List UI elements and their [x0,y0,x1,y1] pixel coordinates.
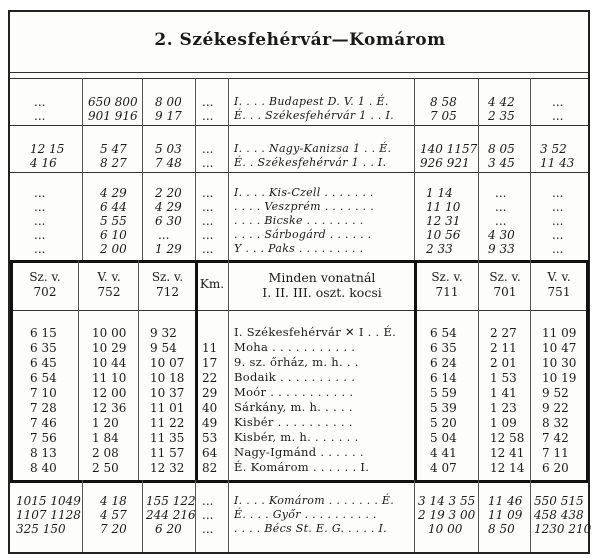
cell: ... [202,156,214,170]
header-col-712 [140,270,195,300]
cell: 1230 210 [534,522,592,536]
km-value: 29 [202,386,218,400]
time-cell: 8 32 [542,416,569,430]
cell: ... [202,186,214,200]
time-cell: 9 52 [542,386,569,400]
station-name: . . . . Sárbogárd . . . . . . [234,228,372,241]
header-col-751 [532,270,586,300]
cell: 7 20 [100,522,127,536]
time-cell: 1 41 [490,386,517,400]
cell: 1107 1128 [16,508,81,522]
cell: ... [552,95,564,109]
cell: ... [552,214,564,228]
km-value: 22 [202,371,218,385]
cell: 140 1157 [420,142,478,156]
station-name: Bodaik . . . . . . . . . . [234,370,356,384]
cell: 6 20 [155,522,182,536]
time-cell: 1 53 [490,371,517,385]
vline [195,78,196,260]
cell: 8 05 [488,142,515,156]
station-name: I. . . . Komárom . . . . . . . É. [234,494,395,507]
time-cell: 1 09 [490,416,517,430]
time-cell: 1 20 [92,416,119,430]
cell: 4 29 [100,186,127,200]
cell: 1 14 [426,186,453,200]
time-cell: 7 10 [30,386,57,400]
cell: 9 17 [155,109,182,123]
cell: ... [34,95,46,109]
time-cell: 6 24 [430,356,457,370]
cell: 8 50 [488,522,515,536]
cell: 11 46 [488,494,523,508]
time-cell: 12 00 [92,386,127,400]
time-cell: 4 41 [430,446,457,460]
cell: 2 33 [426,242,453,256]
cell: ... [158,228,170,242]
station-name: I. . . . Kis-Czell . . . . . . . [234,186,374,199]
vline [142,78,143,260]
vline [228,260,229,480]
header-train-number: 751 [547,285,571,299]
page-title: 2. Székesfehérvár—Komárom [154,30,446,50]
header-col-701 [480,270,530,300]
cell: 2 19 3 00 [418,508,476,522]
header-km: Km. [199,277,225,291]
cell: ... [202,508,214,522]
cell: 8 58 [430,95,457,109]
header-train-type: Sz. v. [489,270,521,284]
cell: 4 29 [155,200,182,214]
cell: ... [552,186,564,200]
time-cell: 12 14 [490,461,525,475]
time-cell: 9 22 [542,401,569,415]
vline [530,78,531,260]
station-name: Moór . . . . . . . . . . . [234,385,354,399]
cell: 4 57 [100,508,127,522]
cell: ... [34,242,46,256]
vline [138,260,139,480]
time-cell: 7 46 [30,416,57,430]
cell: 4 16 [30,156,57,170]
time-cell: 10 19 [542,371,577,385]
cell: 926 921 [420,156,470,170]
header-col-752 [80,270,138,300]
cell: 11 09 [488,508,523,522]
cell: 3 52 [540,142,567,156]
time-cell: 6 54 [30,371,57,385]
time-cell: 7 28 [30,401,57,415]
rule-header-top [10,260,588,263]
time-cell: 9 54 [150,341,177,355]
vline [478,480,479,552]
time-cell: 2 50 [92,461,119,475]
cell: 2 00 [100,242,127,256]
time-cell: 2 11 [490,341,517,355]
cell: 458 438 [534,508,584,522]
cell: 11 43 [540,156,575,170]
cell: ... [34,186,46,200]
header-note-line1: Minden vonatnál [268,270,376,285]
vline [228,480,229,552]
km-value: 17 [202,356,218,370]
station-name: . . . . Bécs St. E. G. . . . . I. [234,522,387,535]
cell: ... [202,109,214,123]
time-cell: 11 10 [92,371,127,385]
time-cell: 7 42 [542,431,569,445]
cell: 7 48 [155,156,182,170]
time-cell: 1 23 [490,401,517,415]
vline [228,78,229,260]
station-name: I. . . . Budapest D. V. 1 . É. [234,95,389,108]
cell: ... [202,242,214,256]
km-value: 40 [202,401,218,415]
cell: ... [34,228,46,242]
cell: 325 150 [16,522,66,536]
cell: ... [34,214,46,228]
station-name: Kisbér, m. h. . . . . . . [234,430,359,444]
time-cell: 5 39 [430,401,457,415]
time-cell: 10 18 [150,371,185,385]
header-train-number: 752 [97,285,121,299]
cell: ... [202,228,214,242]
cell: 10 00 [428,522,463,536]
cell: 8 27 [100,156,127,170]
cell: 12 31 [426,214,461,228]
cell: 11 10 [426,200,461,214]
cell: 3 14 3 55 [418,494,476,508]
cell: 4 18 [100,494,127,508]
time-cell: 11 09 [542,326,577,340]
time-cell: 10 37 [150,386,185,400]
vline-thick [195,260,198,480]
cell: ... [202,494,214,508]
cell: 901 916 [88,109,138,123]
station-name: Sárkány, m. h. . . . . [234,400,353,414]
vline [478,260,479,480]
cell: 12 15 [30,142,65,156]
vline [530,480,531,552]
station-name: Moha . . . . . . . . . . . [234,340,356,354]
vline [414,480,415,552]
time-cell: 9 32 [150,326,177,340]
cell: ... [552,242,564,256]
header-train-number: 711 [435,285,459,299]
station-name: . . . . Veszprém . . . . . . . [234,200,375,213]
header-note-line2: I. II. III. oszt. kocsi [262,285,382,300]
time-cell: 6 15 [30,326,57,340]
km-value: 11 [202,341,218,355]
header-train-type: Sz. v. [29,270,61,284]
vline [82,480,83,552]
time-cell: 12 58 [490,431,525,445]
time-cell: 10 07 [150,356,185,370]
km-value: 64 [202,446,218,460]
cell: 2 35 [488,109,515,123]
cell: ... [495,214,507,228]
cell: 155 122 [146,494,196,508]
time-cell: 10 47 [542,341,577,355]
time-cell: 2 27 [490,326,517,340]
cell: 4 42 [488,95,515,109]
time-cell: 10 00 [92,326,127,340]
rule-main-bottom [10,480,588,483]
station-name: Nagy-Igmánd . . . . . . [234,445,364,459]
cell: 550 515 [534,494,584,508]
km-value: 82 [202,461,218,475]
header-train-type: V. v. [97,270,121,284]
km-value: 49 [202,416,218,430]
time-cell: 11 57 [150,446,185,460]
station-name: É. . Székesfehérvár 1 . . I. [234,156,387,169]
vline [82,78,83,260]
cell: ... [552,109,564,123]
cell: 4 30 [488,228,515,242]
station-name: Y . . . Paks . . . . . . . . . [234,242,364,255]
vline [530,260,531,480]
cell: 2 20 [155,186,182,200]
time-cell: 10 44 [92,356,127,370]
station-name: Kisbér . . . . . . . . . . [234,415,353,429]
cell: ... [495,200,507,214]
cell: 6 44 [100,200,127,214]
km-value: 53 [202,431,218,445]
rule-section-2 [10,172,588,173]
cell: 650 800 [88,95,138,109]
time-cell: 8 13 [30,446,57,460]
cell: 6 10 [100,228,127,242]
cell: ... [34,200,46,214]
time-cell: 2 01 [490,356,517,370]
vline [414,78,415,260]
station-name: I. . . . Nagy-Kanizsa 1 . . É. [234,142,392,155]
header-train-type: Sz. v. [431,270,463,284]
station-name: É. Komárom . . . . . . I. [234,460,370,474]
cell: 9 33 [488,242,515,256]
station-name: É. . . . Győr . . . . . . . . . . [234,508,377,521]
cell: 7 05 [430,109,457,123]
header-middle [230,270,414,300]
time-cell: 5 59 [430,386,457,400]
time-cell: 10 30 [542,356,577,370]
cell: ... [202,214,214,228]
cell: 8 00 [155,95,182,109]
time-cell: 6 35 [30,341,57,355]
station-name: I. Székesfehérvár ✕ I . . É. [234,325,397,339]
time-cell: 7 11 [542,446,569,460]
time-cell: 2 08 [92,446,119,460]
vline [478,78,479,260]
rule-under-title [10,72,588,73]
vline [142,480,143,552]
vline [78,260,79,480]
header-col-711 [416,270,478,300]
time-cell: 5 20 [430,416,457,430]
time-cell: 12 41 [490,446,525,460]
time-cell: 6 35 [430,341,457,355]
cell: 10 56 [426,228,461,242]
time-cell: 4 07 [430,461,457,475]
rule-section-1 [10,125,588,126]
cell: ... [495,186,507,200]
time-cell: 6 45 [30,356,57,370]
time-cell: 11 35 [150,431,185,445]
cell: ... [34,109,46,123]
time-cell: 7 56 [30,431,57,445]
cell: 1 29 [155,242,182,256]
header-train-type: Sz. v. [151,270,184,284]
time-cell: 11 22 [150,416,185,430]
time-cell: 6 14 [430,371,457,385]
cell: 3 45 [488,156,515,170]
time-cell: 11 01 [150,401,185,415]
time-cell: 12 36 [92,401,127,415]
rule-header-bottom [10,310,588,311]
cell: 244 216 [146,508,196,522]
cell: 6 30 [155,214,182,228]
vline-thick [586,260,589,480]
header-train-type: V. v. [547,270,571,284]
cell: ... [202,142,214,156]
cell: 5 55 [100,214,127,228]
cell: ... [202,95,214,109]
station-name: É. . . Székesfehérvár 1 . . I. [234,109,394,122]
station-name: 9. sz. őrház, m. h. . . [234,355,359,369]
station-name: . . . . Bicske . . . . . . . . [234,214,364,227]
time-cell: 6 20 [542,461,569,475]
header-train-number: 702 [33,285,57,299]
time-cell: 6 54 [430,326,457,340]
time-cell: 1 84 [92,431,119,445]
cell: 5 03 [155,142,182,156]
cell: 1015 1049 [16,494,81,508]
time-cell: 10 29 [92,341,127,355]
cell: ... [202,200,214,214]
rule-under-title-2 [10,78,588,79]
cell: ... [552,200,564,214]
header-train-number: 701 [493,285,517,299]
cell: ... [202,522,214,536]
header-col-702 [12,270,78,300]
header-train-number: 712 [156,285,179,299]
time-cell: 5 04 [430,431,457,445]
time-cell: 8 40 [30,461,57,475]
cell: 5 47 [100,142,127,156]
time-cell: 12 32 [150,461,185,475]
cell: ... [552,228,564,242]
